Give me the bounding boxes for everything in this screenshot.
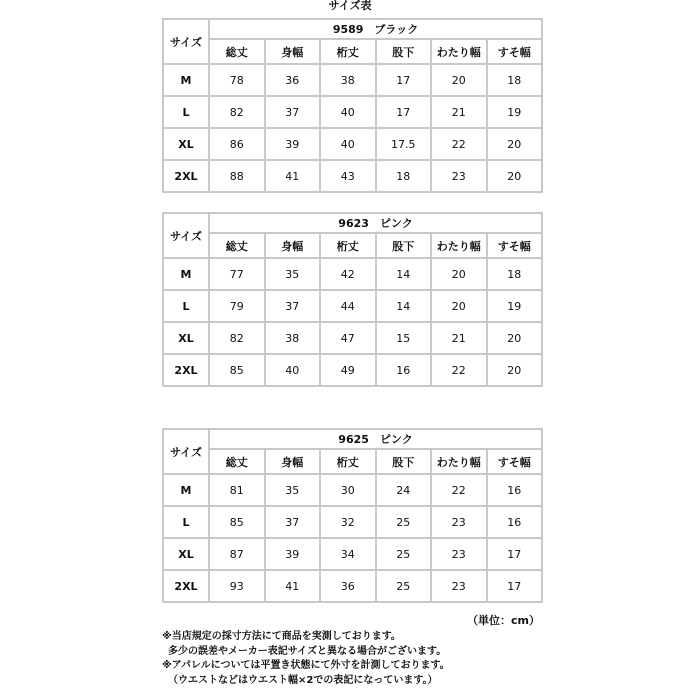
cell-value: 20: [431, 290, 487, 322]
table-row: [163, 160, 542, 192]
table-row: [163, 570, 542, 602]
column-header: 桁丈: [320, 449, 376, 474]
note-line: ※当店規定の採寸方法にて商品を実測しております。: [162, 631, 401, 642]
table-row: [163, 258, 542, 290]
cell-value: 22: [431, 474, 487, 506]
cell-value: 40: [265, 354, 321, 386]
column-header: 桁丈: [320, 39, 376, 64]
column-header: わたり幅: [431, 233, 487, 258]
note-line: 多少の誤差やメーカー表記サイズと異なる場合がございます。: [168, 645, 447, 657]
cell-value: 25: [376, 570, 432, 602]
cell-value: 17: [376, 64, 432, 96]
cell-value: 17: [376, 96, 432, 128]
cell-value: 16: [376, 354, 432, 386]
cell-value: 16: [487, 506, 543, 538]
cell-value: 17.5: [376, 128, 432, 160]
column-header: 総丈: [209, 449, 265, 474]
cell-value: 23: [431, 160, 487, 192]
cell-value: 40: [320, 128, 376, 160]
column-header: 身幅: [265, 39, 321, 64]
cell-value: 25: [376, 538, 432, 570]
cell-value: 23: [431, 506, 487, 538]
note-line: ※アパレルについては平置き状態にて外寸を計測しております。: [162, 660, 450, 672]
cell-value: 37: [265, 506, 321, 538]
cell-value: 38: [265, 322, 321, 354]
cell-value: 36: [265, 64, 321, 96]
cell-value: 41: [265, 160, 321, 192]
size-table-9623: [162, 212, 543, 387]
table-row: [163, 96, 542, 128]
cell-value: 22: [431, 354, 487, 386]
cell-value: 82: [209, 96, 265, 128]
table-title: 9625 ピンク: [209, 429, 542, 449]
table-row: [163, 506, 542, 538]
cell-value: 30: [320, 474, 376, 506]
cell-value: 18: [376, 160, 432, 192]
page-title: サイズ表: [328, 0, 372, 12]
cell-value: 15: [376, 322, 432, 354]
cell-value: 17: [487, 570, 543, 602]
size-label: M: [163, 64, 209, 96]
size-label: M: [163, 258, 209, 290]
cell-value: 43: [320, 160, 376, 192]
size-header: サイズ: [163, 213, 209, 258]
size-table-9625: [162, 428, 543, 603]
cell-value: 14: [376, 258, 432, 290]
size-label: XL: [163, 322, 209, 354]
cell-value: 17: [487, 538, 543, 570]
cell-value: 39: [265, 128, 321, 160]
size-table-9589: [162, 18, 543, 193]
cell-value: 85: [209, 354, 265, 386]
table-row: [163, 64, 542, 96]
column-header: 身幅: [265, 449, 321, 474]
cell-value: 93: [209, 570, 265, 602]
cell-value: 44: [320, 290, 376, 322]
cell-value: 36: [320, 570, 376, 602]
column-header: 股下: [376, 233, 432, 258]
note-line: （ウエストなどはウエスト幅×2での表記になっています。）: [168, 674, 438, 686]
table-row: [163, 474, 542, 506]
size-label: L: [163, 506, 209, 538]
column-header: 身幅: [265, 233, 321, 258]
size-label: L: [163, 290, 209, 322]
cell-value: 14: [376, 290, 432, 322]
size-label: M: [163, 474, 209, 506]
column-header: すそ幅: [487, 39, 543, 64]
size-label: 2XL: [163, 160, 209, 192]
cell-value: 82: [209, 322, 265, 354]
column-header: 股下: [376, 449, 432, 474]
table-title: 9589 ブラック: [209, 19, 542, 39]
size-label: XL: [163, 128, 209, 160]
cell-value: 19: [487, 96, 543, 128]
cell-value: 35: [265, 258, 321, 290]
cell-value: 37: [265, 290, 321, 322]
notes: [162, 630, 450, 688]
cell-value: 47: [320, 322, 376, 354]
table-row: [163, 128, 542, 160]
cell-value: 85: [209, 506, 265, 538]
column-header: わたり幅: [431, 449, 487, 474]
cell-value: 78: [209, 64, 265, 96]
cell-value: 22: [431, 128, 487, 160]
table-row: [163, 322, 542, 354]
cell-value: 20: [487, 354, 543, 386]
cell-value: 39: [265, 538, 321, 570]
cell-value: 20: [487, 160, 543, 192]
cell-value: 86: [209, 128, 265, 160]
column-header: すそ幅: [487, 233, 543, 258]
cell-value: 24: [376, 474, 432, 506]
cell-value: 18: [487, 64, 543, 96]
cell-value: 81: [209, 474, 265, 506]
column-header: 総丈: [209, 39, 265, 64]
cell-value: 23: [431, 538, 487, 570]
table-row: [163, 538, 542, 570]
cell-value: 87: [209, 538, 265, 570]
column-header: わたり幅: [431, 39, 487, 64]
table-row: [163, 290, 542, 322]
cell-value: 79: [209, 290, 265, 322]
cell-value: 25: [376, 506, 432, 538]
unit-note: （単位：cm）: [467, 614, 540, 627]
column-header: 総丈: [209, 233, 265, 258]
size-label: 2XL: [163, 354, 209, 386]
cell-value: 19: [487, 290, 543, 322]
cell-value: 21: [431, 96, 487, 128]
cell-value: 77: [209, 258, 265, 290]
cell-value: 42: [320, 258, 376, 290]
cell-value: 16: [487, 474, 543, 506]
cell-value: 34: [320, 538, 376, 570]
cell-value: 35: [265, 474, 321, 506]
cell-value: 88: [209, 160, 265, 192]
column-header: 桁丈: [320, 233, 376, 258]
cell-value: 37: [265, 96, 321, 128]
size-label: L: [163, 96, 209, 128]
cell-value: 18: [487, 258, 543, 290]
table-row: [163, 354, 542, 386]
cell-value: 32: [320, 506, 376, 538]
cell-value: 21: [431, 322, 487, 354]
cell-value: 20: [431, 64, 487, 96]
cell-value: 38: [320, 64, 376, 96]
column-header: すそ幅: [487, 449, 543, 474]
cell-value: 49: [320, 354, 376, 386]
size-header: サイズ: [163, 429, 209, 474]
size-header: サイズ: [163, 19, 209, 64]
cell-value: 20: [487, 128, 543, 160]
cell-value: 40: [320, 96, 376, 128]
cell-value: 20: [431, 258, 487, 290]
size-label: 2XL: [163, 570, 209, 602]
cell-value: 23: [431, 570, 487, 602]
cell-value: 41: [265, 570, 321, 602]
column-header: 股下: [376, 39, 432, 64]
table-title: 9623 ピンク: [209, 213, 542, 233]
size-label: XL: [163, 538, 209, 570]
cell-value: 20: [487, 322, 543, 354]
